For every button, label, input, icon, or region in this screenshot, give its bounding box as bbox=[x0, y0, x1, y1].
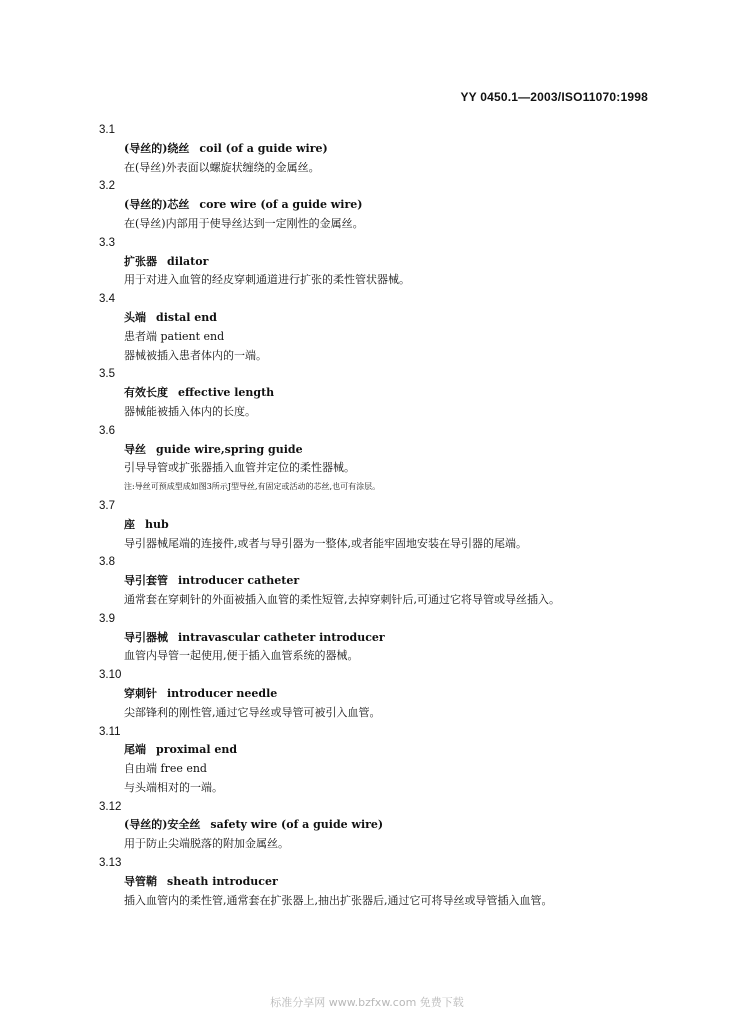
term-chinese: 座 bbox=[124, 517, 135, 531]
term-english: core wire (of a guide wire) bbox=[199, 198, 363, 212]
clause-number: 3.4 bbox=[99, 293, 115, 306]
definition-text: 在(导丝)外表面以螺旋状缠绕的金属丝。 bbox=[124, 160, 320, 174]
definition-text: 用于对进入血管的经皮穿刺通道进行扩张的柔性管状器械。 bbox=[124, 273, 410, 287]
term-line bbox=[124, 384, 659, 403]
term-chinese: 导引套管 bbox=[124, 574, 168, 588]
definition-entry bbox=[99, 177, 659, 233]
term-line bbox=[124, 441, 659, 460]
definition-entry bbox=[99, 234, 659, 290]
term-line bbox=[124, 140, 659, 159]
clause-number: 3.9 bbox=[99, 612, 115, 625]
clause-number: 3.7 bbox=[99, 499, 115, 512]
definition-note: 注:导丝可预成型成如图3所示J型导丝,有固定或活动的芯丝,也可有涂层。 bbox=[124, 482, 381, 492]
definition-entry bbox=[99, 798, 659, 854]
term-english: distal end bbox=[156, 310, 217, 324]
page-header-standard-id: YY 0450.1—2003/ISO11070:1998 bbox=[460, 90, 648, 104]
definition-entry bbox=[99, 854, 659, 910]
definition-entry bbox=[99, 365, 659, 421]
clause-number: 3.10 bbox=[99, 669, 122, 682]
definition-text: 血管内导管一起使用,便于插入血管系统的器械。 bbox=[124, 649, 359, 663]
clause-number: 3.2 bbox=[99, 180, 115, 193]
term-english: coil (of a guide wire) bbox=[199, 141, 328, 155]
term-english: guide wire,spring guide bbox=[156, 442, 303, 456]
definition-entry bbox=[99, 610, 659, 666]
term-chinese: 穿刺针 bbox=[124, 686, 157, 700]
clause-number: 3.11 bbox=[99, 725, 121, 738]
term-line bbox=[124, 685, 659, 704]
definition-entry bbox=[99, 723, 659, 798]
term-chinese: (导丝的)绕丝 bbox=[124, 141, 190, 155]
clause-number: 3.1 bbox=[99, 124, 115, 136]
term-chinese: 扩张器 bbox=[124, 254, 157, 268]
clause-number: 3.8 bbox=[99, 556, 115, 569]
definition-entry bbox=[99, 121, 659, 177]
definition-text: 尖部锋利的刚性管,通过它导丝或导管可被引入血管。 bbox=[124, 705, 381, 719]
definition-entry bbox=[99, 422, 659, 497]
term-line bbox=[124, 873, 659, 892]
term-chinese: 有效长度 bbox=[124, 386, 168, 400]
definition-entry bbox=[99, 553, 659, 609]
term-line bbox=[124, 196, 659, 215]
definition-text: 通常套在穿刺针的外面被插入血管的柔性短管,去掉穿刺针后,可通过它将导管或导丝插入。 bbox=[124, 592, 560, 606]
definition-entry bbox=[99, 290, 659, 365]
term-chinese: 尾端 bbox=[124, 743, 146, 757]
definition-entry bbox=[99, 497, 659, 553]
term-chinese: (导丝的)芯丝 bbox=[124, 198, 190, 212]
definition-text: 导引器械尾端的连接件,或者与导引器为一整体,或者能牢固地安装在导引器的尾端。 bbox=[124, 536, 527, 550]
watermark: 标准分享网 www.bzfxw.com 免费下载 bbox=[270, 996, 464, 1009]
term-chinese: 头端 bbox=[124, 310, 146, 324]
definition-text: 用于防止尖端脱落的附加金属丝。 bbox=[124, 837, 289, 851]
term-line bbox=[124, 816, 659, 835]
definition-text: 引导导管或扩张器插入血管并定位的柔性器械。 bbox=[124, 461, 355, 475]
term-chinese: 导管鞘 bbox=[124, 874, 157, 888]
clause-number: 3.13 bbox=[99, 857, 122, 870]
definitions-list bbox=[99, 121, 659, 910]
term-english: sheath introducer bbox=[167, 874, 278, 888]
definition-text: 自由端 free end bbox=[124, 762, 207, 776]
clause-number: 3.3 bbox=[99, 236, 115, 249]
definition-text: 插入血管内的柔性管,通常套在扩张器上,抽出扩张器后,通过它可将导丝或导管插入血管。 bbox=[124, 893, 553, 907]
definition-text: 在(导丝)内部用于使导丝达到一定刚性的金属丝。 bbox=[124, 216, 364, 230]
term-chinese: 导引器械 bbox=[124, 630, 168, 644]
clause-number: 3.5 bbox=[99, 368, 115, 381]
term-chinese: 导丝 bbox=[124, 442, 146, 456]
term-english: safety wire (of a guide wire) bbox=[210, 818, 384, 832]
term-line bbox=[124, 741, 659, 760]
term-line bbox=[124, 629, 659, 648]
term-chinese: (导丝的)安全丝 bbox=[124, 818, 201, 832]
definition-text: 器械被插入患者体内的一端。 bbox=[124, 348, 267, 362]
definition-entry bbox=[99, 666, 659, 722]
definition-text: 患者端 patient end bbox=[124, 329, 225, 343]
definition-text: 与头端相对的一端。 bbox=[124, 780, 223, 794]
clause-number: 3.12 bbox=[99, 800, 122, 813]
clause-number: 3.6 bbox=[99, 424, 115, 437]
term-line bbox=[124, 253, 659, 272]
term-english: intravascular catheter introducer bbox=[178, 630, 385, 644]
definition-text: 器械能被插入体内的长度。 bbox=[124, 404, 256, 418]
term-line bbox=[124, 572, 659, 591]
term-english: proximal end bbox=[156, 743, 238, 757]
term-line bbox=[124, 309, 659, 328]
term-english: introducer needle bbox=[167, 686, 278, 700]
term-english: effective length bbox=[178, 386, 275, 400]
term-english: introducer catheter bbox=[178, 574, 300, 588]
term-line bbox=[124, 516, 659, 535]
term-english: hub bbox=[145, 517, 169, 531]
term-english: dilator bbox=[167, 254, 209, 268]
